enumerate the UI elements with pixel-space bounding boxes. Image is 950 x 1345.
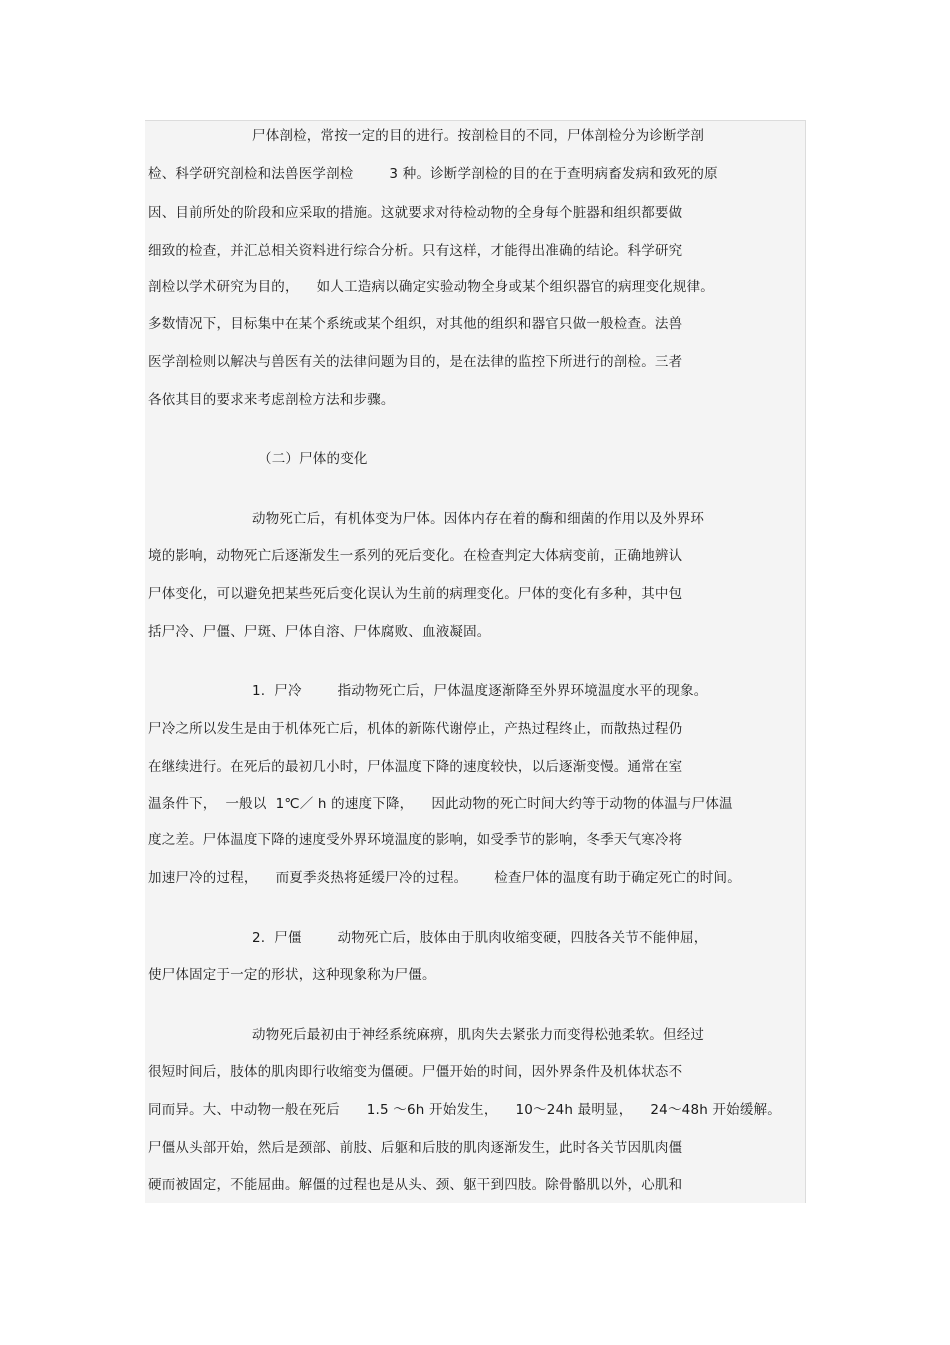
paragraph-4-line-1: 2. 尸僵 动物死亡后，肢体由于肌肉收缩变硬，四肢各关节不能伸屈，: [252, 930, 708, 946]
paragraph-3-line-3: 在继续进行。在死后的最初几小时，尸体温度下降的速度较快，以后逐渐变慢。通常在室: [148, 759, 683, 775]
paragraph-1-line-3: 因、目前所处的阶段和应采取的措施。这就要求对待检动物的全身每个脏器和组织都要做: [148, 205, 683, 221]
paragraph-1-line-6: 多数情况下，目标集中在某个系统或某个组织，对其他的组织和器官只做一般检查。法兽: [148, 316, 683, 332]
paragraph-1-line-4: 细致的检查，并汇总相关资料进行综合分析。只有这样，才能得出准确的结论。科学研究: [148, 243, 683, 259]
paragraph-2-line-3: 尸体变化，可以避免把某些死后变化误认为生前的病理变化。尸体的变化有多种，其中包: [148, 586, 683, 602]
paragraph-1-line-7: 医学剖检则以解决与兽医有关的法律问题为目的，是在法律的监控下所进行的剖检。三者: [148, 354, 683, 370]
paragraph-2-line-2: 境的影响，动物死亡后逐渐发生一系列的死后变化。在检查判定大体病变前，正确地辨认: [148, 548, 683, 564]
paragraph-5-line-3: 同而异。大、中动物一般在死后 1.5 ～6h 开始发生， 10～24h 最明显， 24～48h 开始缓解。: [148, 1102, 781, 1118]
paragraph-3-line-2: 尸冷之所以发生是由于机体死亡后，机体的新陈代谢停止，产热过程终止，而散热过程仍: [148, 721, 683, 737]
paragraph-5-line-1: 动物死后最初由于神经系统麻痹，肌肉失去紧张力而变得松弛柔软。但经过: [252, 1027, 705, 1043]
paragraph-1-line-1: 尸体剖检，常按一定的目的进行。按剖检目的不同，尸体剖检分为诊断学剖: [252, 128, 705, 144]
paragraph-3-line-4: 温条件下， 一般以 1℃／ h 的速度下降， 因此动物的死亡时间大约等于动物的体温与尸体温: [148, 796, 733, 812]
paragraph-2-line-1: 动物死亡后，有机体变为尸体。因体内存在着的酶和细菌的作用以及外界环: [252, 511, 705, 527]
paragraph-2-line-4: 括尸冷、尸僵、尸斑、尸体自溶、尸体腐败、血液凝固。: [148, 624, 491, 640]
paragraph-5-line-2: 很短时间后，肢体的肌肉即行收缩变为僵硬。尸僵开始的时间，因外界条件及机体状态不: [148, 1064, 683, 1080]
paragraph-1-line-2: 检、科学研究剖检和法兽医学剖检 3 种。诊断学剖检的目的在于查明病畜发病和致死的原: [148, 166, 718, 182]
paragraph-5-line-4: 尸僵从头部开始，然后是颈部、前肢、后躯和后肢的肌肉逐渐发生，此时各关节因肌肉僵: [148, 1140, 683, 1156]
section-heading: （二）尸体的变化: [258, 451, 368, 467]
paragraph-3-line-5: 度之差。尸体温度下降的速度受外界环境温度的影响，如受季节的影响，冬季天气寒冷将: [148, 832, 683, 848]
paragraph-1-line-8: 各依其目的要求来考虑剖检方法和步骤。: [148, 392, 395, 408]
paragraph-3-line-1: 1. 尸冷 指动物死亡后，尸体温度逐渐降至外界环境温度水平的现象。: [252, 683, 708, 699]
paragraph-4-line-2: 使尸体固定于一定的形状，这种现象称为尸僵。: [148, 967, 436, 983]
paragraph-1-line-5: 剖检以学术研究为目的， 如人工造病以确定实验动物全身或某个组织器官的病理变化规律。: [148, 279, 714, 295]
paragraph-5-line-5: 硬而被固定，不能屈曲。解僵的过程也是从头、颈、躯干到四肢。除骨骼肌以外，心肌和: [148, 1177, 683, 1193]
paragraph-3-line-6: 加速尸冷的过程， 而夏季炎热将延缓尸冷的过程。 检查尸体的温度有助于确定死亡的时间。: [148, 870, 741, 886]
